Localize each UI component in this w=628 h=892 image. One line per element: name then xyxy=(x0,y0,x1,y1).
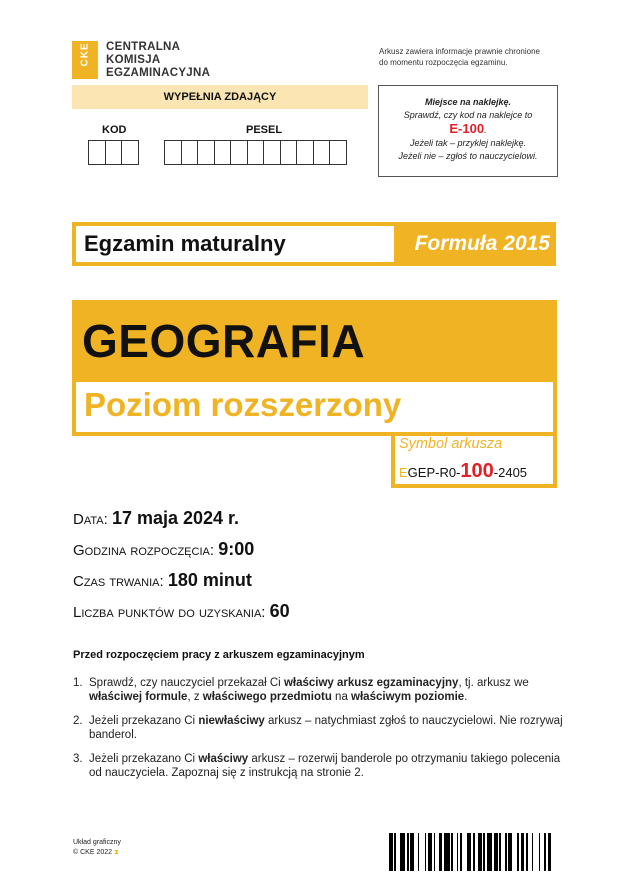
instruction-text xyxy=(89,714,563,742)
logo-line: KOMISJA xyxy=(106,54,161,66)
text-run: , z xyxy=(187,691,203,703)
cke-logo-letters: CKE xyxy=(79,42,91,67)
digit-box[interactable] xyxy=(296,140,314,165)
exam-formula: Formuła 2015 xyxy=(414,232,550,255)
start-label: Godzina rozpoczęcia: xyxy=(73,542,215,559)
instruction-number: 3. xyxy=(73,753,83,765)
digit-box[interactable] xyxy=(181,140,199,165)
digit-box[interactable] xyxy=(313,140,331,165)
subject-level: Poziom rozszerzony xyxy=(84,386,402,423)
digit-box[interactable] xyxy=(329,140,347,165)
cke-logo-mark xyxy=(72,41,98,79)
instruction-item xyxy=(73,752,563,780)
instructions-heading: Przed rozpoczęciem pracy z arkuszem egzaminacyjnym xyxy=(73,649,365,661)
pesel-label: PESEL xyxy=(246,124,283,136)
sticker-line1: Sprawdź, czy kod na naklejce to xyxy=(403,110,533,120)
info-date xyxy=(73,508,239,529)
sticker-code: E-100 xyxy=(449,121,485,136)
text-run: Jeżeli przekazano Ci xyxy=(89,753,199,765)
sticker-code-suffix: . xyxy=(484,125,487,135)
bold-run: właściwy arkusz egzaminacyjny xyxy=(283,677,459,689)
instruction-item xyxy=(73,676,563,704)
bold-run: właściwego przedmiotu xyxy=(202,691,332,703)
sticker-area xyxy=(378,85,558,177)
bold-run: właściwym poziomie xyxy=(351,691,465,703)
digit-box[interactable] xyxy=(164,140,182,165)
text-run: . xyxy=(464,691,468,703)
footer-credit xyxy=(73,838,121,858)
symbol-code xyxy=(399,460,527,483)
text-run: Sprawdź, czy nauczyciel przekazał Ci xyxy=(89,677,284,689)
points-value: 60 xyxy=(269,601,290,621)
text-run: na xyxy=(331,691,352,703)
student-fill-header: WYPEŁNIA ZDAJĄCY xyxy=(72,85,368,109)
logo-line: CENTRALNA xyxy=(106,41,181,53)
instruction-number: 2. xyxy=(73,715,83,727)
start-value: 9:00 xyxy=(218,539,255,559)
date-label: Data: xyxy=(73,511,108,528)
info-points xyxy=(73,601,290,622)
digit-box[interactable] xyxy=(197,140,215,165)
text-run: , tj. arkusz we xyxy=(458,677,529,689)
cke-logo-text xyxy=(106,41,210,80)
digit-box[interactable] xyxy=(121,140,139,165)
info-duration xyxy=(73,570,252,591)
confidentiality-notice xyxy=(379,46,569,68)
symbol-box xyxy=(391,436,557,488)
digit-box[interactable] xyxy=(214,140,232,165)
digit-box[interactable] xyxy=(247,140,265,165)
exam-type: Egzamin maturalny xyxy=(76,226,394,262)
symbol-code-e: E xyxy=(399,465,408,480)
hourglass-icon: ⧗ xyxy=(113,849,119,856)
text-run: arkusz – rozerwij banderole po otrzymaniu takiego polecenia od nauczyciela. Zapoznaj się z instrukcją na stronie 2. xyxy=(89,753,561,779)
instruction-number: 1. xyxy=(73,677,83,689)
info-start xyxy=(73,539,254,560)
text-run: arkusz – natychmiast zgłoś to nauczycielowi. Nie rozrywaj banderol. xyxy=(89,715,563,741)
digit-box[interactable] xyxy=(105,140,123,165)
instruction-item xyxy=(73,714,563,742)
points-label: Liczba punktów do uzyskania: xyxy=(73,604,266,621)
sticker-title: Miejsce na naklejkę. xyxy=(424,97,512,107)
bold-run: właściwej formule xyxy=(89,691,188,703)
exam-banner xyxy=(72,222,556,266)
kod-input-boxes[interactable] xyxy=(88,140,138,165)
barcode xyxy=(389,833,553,871)
barcode-bar xyxy=(551,833,553,871)
subject-title: GEOGRAFIA xyxy=(82,315,366,367)
text-run: Jeżeli przekazano Ci xyxy=(89,715,199,727)
subject-block xyxy=(72,300,557,436)
sticker-line3: Jeżeli nie – zgłoś to nauczycielowi. xyxy=(398,151,538,161)
sticker-line2: Jeżeli tak – przyklej naklejkę. xyxy=(409,138,527,148)
symbol-code-mid: GEP-R0- xyxy=(407,465,461,480)
footer-line1: Układ graficzny xyxy=(73,839,121,846)
symbol-code-end: -2405 xyxy=(493,465,528,480)
duration-label: Czas trwania: xyxy=(73,573,164,590)
subject-level-box xyxy=(76,382,553,432)
logo-line: EGZAMINACYJNA xyxy=(106,67,211,79)
digit-box[interactable] xyxy=(263,140,281,165)
symbol-label: Symbol arkusza xyxy=(399,436,503,452)
digit-box[interactable] xyxy=(280,140,298,165)
digit-box[interactable] xyxy=(88,140,106,165)
instruction-text xyxy=(89,752,563,780)
bold-run: niewłaściwy xyxy=(198,715,265,727)
symbol-code-num: 100 xyxy=(460,460,494,482)
kod-label: KOD xyxy=(102,124,127,136)
bold-run: właściwy xyxy=(198,753,249,765)
notice-line: Arkusz zawiera informacje prawnie chronione xyxy=(379,47,540,56)
instructions-list xyxy=(73,676,563,790)
footer-line2: © CKE 2022 xyxy=(73,849,113,856)
duration-value: 180 minut xyxy=(167,570,252,590)
instruction-text xyxy=(89,676,563,704)
digit-box[interactable] xyxy=(230,140,248,165)
pesel-input-boxes[interactable] xyxy=(164,140,346,165)
notice-line: do momentu rozpoczęcia egzaminu. xyxy=(379,58,508,67)
date-value: 17 maja 2024 r. xyxy=(111,508,240,528)
